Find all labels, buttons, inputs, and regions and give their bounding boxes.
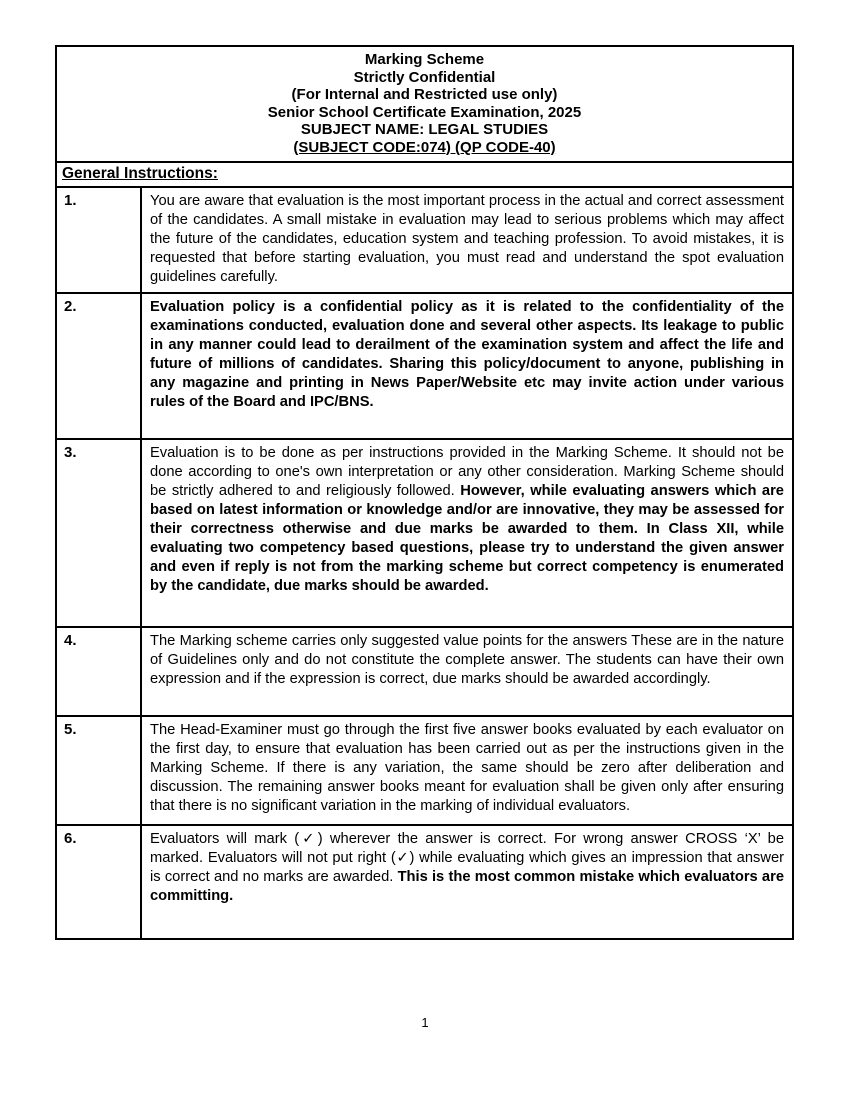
- instruction-number: 1.: [57, 188, 142, 292]
- instruction-number: 3.: [57, 440, 142, 626]
- instruction-number: 6.: [57, 826, 142, 938]
- marking-scheme-table: [55, 45, 794, 940]
- instruction-number: 5.: [57, 717, 142, 824]
- instruction-text: [142, 188, 792, 292]
- instruction-row: [57, 188, 792, 294]
- document-header: [57, 47, 792, 163]
- instruction-number: 2.: [57, 294, 142, 438]
- instruction-text-segment: The Marking scheme carries only suggested value points for the answers These are in the nature of Guidelines only and do not constitute the complete answer. The students can have their own expression and if the expression is correct, due marks should be awarded accordingly.: [150, 633, 784, 687]
- instruction-row: [57, 826, 792, 938]
- header-exam-name: Senior School Certificate Examination, 2025: [267, 103, 582, 121]
- instructions-body: [57, 188, 792, 938]
- instruction-text-segment: The Head-Examiner must go through the first five answer books evaluated by each evaluator on the first day, to ensure that evaluation has been carried out as per the instructions given in the Marking Scheme. If there is any variation, the same should be zero after deliberation and discussion. The remaining answer books meant for evaluation shall be given only after ensuring that there is no significant variation in the marking of individual evaluators.: [150, 722, 784, 814]
- instruction-text: [142, 294, 792, 438]
- instruction-text: [142, 440, 792, 626]
- page-number: 1: [421, 1015, 429, 1030]
- instruction-row: [57, 628, 792, 717]
- instruction-text-bold-segment: However, while evaluating answers which are based on latest information or knowledge and/or are innovative, they may be assessed for their correctness otherwise and due marks be awarded to them. In Class XII, while evaluating two competency based questions, please try to understand the given answer and even if reply is not from the marking scheme but correct competency is enumerated by the candidate, due marks should be awarded.: [150, 483, 784, 594]
- header-title: Marking Scheme: [364, 51, 485, 68]
- instruction-text-segment: Evaluators will mark (✓) wherever the answer is correct. For wrong answer CROSS ‘X’ be marked. Evaluators will not put right (✓) while evaluating which gives an impression that answer is correct and no marks are awarded.: [150, 831, 784, 885]
- instruction-text-segment: Evaluation is to be done as per instructions provided in the Marking Scheme. It should not be done according to one's own interpretation or any other consideration. Marking Scheme should be strictly adhered to and religiously followed.: [150, 445, 784, 499]
- instruction-row: [57, 294, 792, 440]
- header-restricted-use: (For Internal and Restricted use only): [291, 86, 558, 103]
- instruction-text-bold-segment: Evaluation policy is a confidential policy as it is related to the confidentiality of the examinations conducted, evaluation done and several other aspects. Its leakage to public in any manner could lead to derailment of the examination system and affect the life and future of millions of candidates. Sharing this policy/document to anyone, publishing in any magazine and printing in News Paper/Website etc may invite action under various rules of the Board and IPC/BNS.: [150, 299, 784, 410]
- general-instructions-heading: [57, 163, 792, 188]
- instruction-text: [142, 826, 792, 938]
- instruction-row: [57, 717, 792, 826]
- instruction-row: [57, 440, 792, 628]
- instruction-number: 4.: [57, 628, 142, 715]
- header-subject-code: (SUBJECT CODE:074) (QP CODE-40): [293, 138, 556, 156]
- header-confidential: Strictly Confidential: [353, 68, 496, 86]
- general-instructions-label: General Instructions:: [62, 165, 218, 182]
- instruction-text-bold-segment: This is the most common mistake which evaluators are committing.: [150, 869, 784, 904]
- header-subject-name: SUBJECT NAME: LEGAL STUDIES: [300, 121, 549, 138]
- instruction-text-segment: You are aware that evaluation is the most important process in the actual and correct assessment of the candidates. A small mistake in evaluation may lead to serious problems which may affect the future of the candidates, education system and teaching profession. To avoid mistakes, it is requested that before starting evaluation, you must read and understand the spot evaluation guidelines carefully.: [150, 193, 784, 285]
- instruction-text: [142, 717, 792, 824]
- instruction-text: [142, 628, 792, 715]
